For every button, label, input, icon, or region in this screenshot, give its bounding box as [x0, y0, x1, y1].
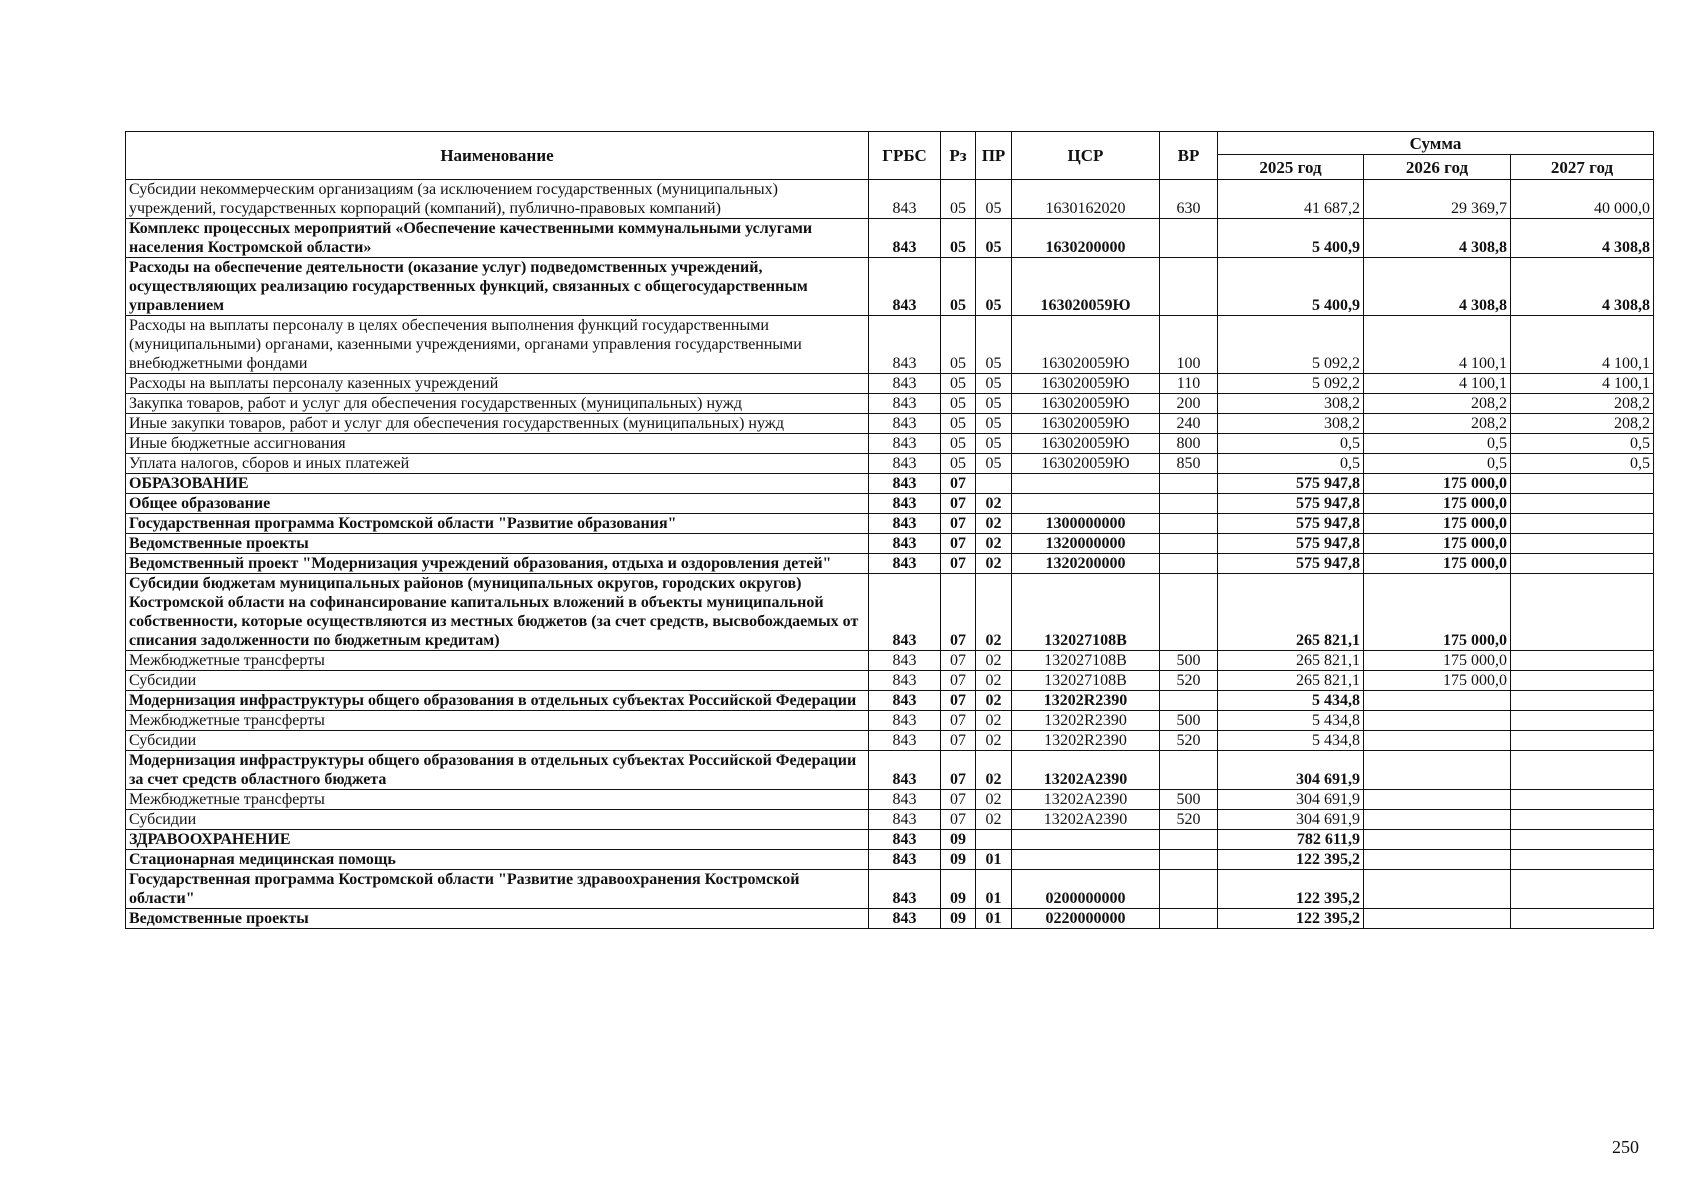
cell-2025: 308,2 [1218, 414, 1364, 434]
cell-2026: 175 000,0 [1364, 514, 1511, 534]
cell-vr: 850 [1160, 454, 1218, 474]
cell-rz: 05 [941, 394, 976, 414]
cell-name: Межбюджетные трансферты [126, 651, 869, 671]
cell-csr: 132027108В [1012, 651, 1160, 671]
table-row [126, 651, 1654, 671]
cell-name: Межбюджетные трансферты [126, 711, 869, 731]
cell-2027: 4 308,8 [1511, 258, 1654, 316]
cell-2025: 5 434,8 [1218, 711, 1364, 731]
cell-csr: 13202R2390 [1012, 711, 1160, 731]
table-row [126, 870, 1654, 909]
cell-grbs: 843 [869, 671, 941, 691]
cell-grbs: 843 [869, 434, 941, 454]
cell-rz: 07 [941, 514, 976, 534]
cell-csr: 163020059Ю [1012, 316, 1160, 374]
cell-grbs: 843 [869, 474, 941, 494]
cell-csr: 13202A2390 [1012, 790, 1160, 810]
cell-2025: 122 395,2 [1218, 870, 1364, 909]
cell-rz: 07 [941, 554, 976, 574]
cell-vr [1160, 574, 1218, 651]
cell-2027 [1511, 534, 1654, 554]
table-row [126, 414, 1654, 434]
cell-pr: 05 [976, 414, 1012, 434]
cell-grbs: 843 [869, 316, 941, 374]
cell-csr: 13202A2390 [1012, 751, 1160, 790]
table-row [126, 534, 1654, 554]
table-body [126, 180, 1654, 929]
cell-name: Модернизация инфраструктуры общего образования в отдельных субъектах Российской Федерации [126, 691, 869, 711]
cell-2027 [1511, 671, 1654, 691]
cell-csr [1012, 830, 1160, 850]
cell-2027 [1511, 514, 1654, 534]
table-row [126, 850, 1654, 870]
cell-vr [1160, 554, 1218, 574]
cell-2026 [1364, 850, 1511, 870]
cell-2027: 4 100,1 [1511, 316, 1654, 374]
cell-name: Расходы на обеспечение деятельности (оказание услуг) подведомственных учреждений, осуществляющих реализацию государственных функций, связанных с общегосударственным управлением [126, 258, 869, 316]
cell-vr: 520 [1160, 731, 1218, 751]
cell-2027 [1511, 870, 1654, 909]
cell-csr: 0200000000 [1012, 870, 1160, 909]
cell-rz: 07 [941, 651, 976, 671]
table-row [126, 830, 1654, 850]
cell-rz: 07 [941, 711, 976, 731]
cell-2026: 175 000,0 [1364, 671, 1511, 691]
cell-2027: 40 000,0 [1511, 180, 1654, 219]
cell-name: Стационарная медицинская помощь [126, 850, 869, 870]
cell-csr: 13202R2390 [1012, 731, 1160, 751]
table-row [126, 751, 1654, 790]
cell-grbs: 843 [869, 651, 941, 671]
cell-rz: 07 [941, 731, 976, 751]
cell-grbs: 843 [869, 554, 941, 574]
cell-csr: 163020059Ю [1012, 434, 1160, 454]
cell-rz: 09 [941, 830, 976, 850]
cell-csr: 13202R2390 [1012, 691, 1160, 711]
cell-2027: 4 100,1 [1511, 374, 1654, 394]
page-number: 250 [1612, 1137, 1639, 1157]
cell-pr: 01 [976, 850, 1012, 870]
col-header-2026: 2026 год [1364, 155, 1511, 180]
cell-csr: 163020059Ю [1012, 394, 1160, 414]
cell-rz: 05 [941, 454, 976, 474]
table-row [126, 474, 1654, 494]
cell-csr: 1630162020 [1012, 180, 1160, 219]
cell-pr: 02 [976, 494, 1012, 514]
cell-vr: 520 [1160, 810, 1218, 830]
cell-name: Расходы на выплаты персоналу казенных учреждений [126, 374, 869, 394]
cell-csr: 163020059Ю [1012, 374, 1160, 394]
cell-2025: 0,5 [1218, 434, 1364, 454]
cell-csr: 0220000000 [1012, 909, 1160, 929]
cell-2026: 175 000,0 [1364, 574, 1511, 651]
cell-2027 [1511, 751, 1654, 790]
cell-grbs: 843 [869, 909, 941, 929]
cell-pr: 02 [976, 751, 1012, 790]
cell-pr: 05 [976, 374, 1012, 394]
cell-name: Субсидии [126, 671, 869, 691]
col-header-csr: ЦСР [1012, 132, 1160, 180]
cell-2027: 0,5 [1511, 454, 1654, 474]
cell-vr: 110 [1160, 374, 1218, 394]
cell-2025: 575 947,8 [1218, 534, 1364, 554]
cell-name: Ведомственные проекты [126, 909, 869, 929]
cell-2027 [1511, 810, 1654, 830]
cell-2025: 5 400,9 [1218, 258, 1364, 316]
table-row [126, 691, 1654, 711]
cell-vr: 200 [1160, 394, 1218, 414]
cell-2025: 304 691,9 [1218, 790, 1364, 810]
cell-2026 [1364, 909, 1511, 929]
cell-2026 [1364, 810, 1511, 830]
cell-2026: 4 308,8 [1364, 219, 1511, 258]
cell-2026 [1364, 751, 1511, 790]
cell-pr: 02 [976, 711, 1012, 731]
cell-vr [1160, 850, 1218, 870]
cell-rz: 07 [941, 534, 976, 554]
cell-vr [1160, 691, 1218, 711]
cell-grbs: 843 [869, 258, 941, 316]
cell-vr: 630 [1160, 180, 1218, 219]
col-header-pr: ПР [976, 132, 1012, 180]
cell-vr [1160, 534, 1218, 554]
cell-2026: 0,5 [1364, 434, 1511, 454]
cell-csr: 163020059Ю [1012, 414, 1160, 434]
cell-csr: 132027108В [1012, 671, 1160, 691]
table-row [126, 909, 1654, 929]
cell-csr [1012, 850, 1160, 870]
col-header-grbs: ГРБС [869, 132, 941, 180]
table-row [126, 671, 1654, 691]
cell-2025: 782 611,9 [1218, 830, 1364, 850]
cell-csr: 1300000000 [1012, 514, 1160, 534]
cell-2025: 575 947,8 [1218, 554, 1364, 574]
cell-2027: 4 308,8 [1511, 219, 1654, 258]
cell-rz: 07 [941, 810, 976, 830]
cell-2025: 265 821,1 [1218, 574, 1364, 651]
cell-2025: 575 947,8 [1218, 514, 1364, 534]
cell-csr: 1320000000 [1012, 534, 1160, 554]
cell-pr: 01 [976, 909, 1012, 929]
cell-csr: 132027108В [1012, 574, 1160, 651]
cell-2027 [1511, 731, 1654, 751]
cell-name: Комплекс процессных мероприятий «Обеспечение качественными коммунальными услугами населения Костромской области» [126, 219, 869, 258]
cell-2026 [1364, 790, 1511, 810]
cell-name: Субсидии бюджетам муниципальных районов (муниципальных округов, городских округов) Костромской области на софинансирование капитальных вложений в объекты муниципальной собственности, которые осуществляются из местных бюджетов (за счет средств, высвобождаемых от списания задолженности по бюджетным кредитам) [126, 574, 869, 651]
table-row [126, 574, 1654, 651]
cell-rz: 09 [941, 870, 976, 909]
cell-2026 [1364, 691, 1511, 711]
budget-sheet [125, 131, 1653, 929]
table-row [126, 790, 1654, 810]
cell-grbs: 843 [869, 751, 941, 790]
cell-csr: 1630200000 [1012, 219, 1160, 258]
cell-2026 [1364, 731, 1511, 751]
cell-vr [1160, 830, 1218, 850]
cell-pr: 05 [976, 394, 1012, 414]
cell-rz: 05 [941, 180, 976, 219]
cell-name: Субсидии [126, 810, 869, 830]
cell-csr: 163020059Ю [1012, 258, 1160, 316]
cell-pr: 02 [976, 731, 1012, 751]
table-row [126, 711, 1654, 731]
cell-name: Субсидии некоммерческим организациям (за исключением государственных (муниципальных) учреждений, государственных корпораций (компаний), публично-правовых компаний) [126, 180, 869, 219]
cell-rz: 05 [941, 219, 976, 258]
cell-2026: 4 100,1 [1364, 316, 1511, 374]
cell-grbs: 843 [869, 574, 941, 651]
col-header-sum: Сумма [1218, 132, 1654, 155]
cell-grbs: 843 [869, 394, 941, 414]
cell-grbs: 843 [869, 414, 941, 434]
cell-pr: 02 [976, 810, 1012, 830]
col-header-rz: Рз [941, 132, 976, 180]
cell-grbs: 843 [869, 810, 941, 830]
cell-name: ЗДРАВООХРАНЕНИЕ [126, 830, 869, 850]
table-header [126, 132, 1654, 180]
cell-name: Субсидии [126, 731, 869, 751]
cell-2027 [1511, 474, 1654, 494]
cell-grbs: 843 [869, 374, 941, 394]
cell-rz: 07 [941, 691, 976, 711]
cell-2025: 5 400,9 [1218, 219, 1364, 258]
cell-csr [1012, 474, 1160, 494]
cell-pr: 05 [976, 258, 1012, 316]
cell-rz: 05 [941, 374, 976, 394]
cell-pr: 05 [976, 434, 1012, 454]
cell-2025: 304 691,9 [1218, 751, 1364, 790]
budget-table [125, 131, 1654, 929]
cell-2027 [1511, 651, 1654, 671]
cell-pr [976, 474, 1012, 494]
cell-name: Ведомственный проект "Модернизация учреждений образования, отдыха и оздоровления детей" [126, 554, 869, 574]
cell-2026: 175 000,0 [1364, 494, 1511, 514]
cell-2025: 122 395,2 [1218, 850, 1364, 870]
cell-vr [1160, 219, 1218, 258]
cell-pr: 05 [976, 219, 1012, 258]
cell-name: Модернизация инфраструктуры общего образования в отдельных субъектах Российской Федерации за счет средств областного бюджета [126, 751, 869, 790]
cell-pr: 01 [976, 870, 1012, 909]
col-header-name: Наименование [126, 132, 869, 180]
cell-pr: 05 [976, 454, 1012, 474]
cell-grbs: 843 [869, 494, 941, 514]
cell-2025: 5 434,8 [1218, 731, 1364, 751]
cell-2027: 208,2 [1511, 394, 1654, 414]
cell-name: Общее образование [126, 494, 869, 514]
cell-rz: 07 [941, 671, 976, 691]
table-row [126, 258, 1654, 316]
table-row [126, 316, 1654, 374]
cell-grbs: 843 [869, 691, 941, 711]
cell-2026: 175 000,0 [1364, 651, 1511, 671]
cell-2025: 5 434,8 [1218, 691, 1364, 711]
cell-pr: 02 [976, 651, 1012, 671]
col-header-2025: 2025 год [1218, 155, 1364, 180]
cell-pr: 02 [976, 691, 1012, 711]
cell-2026 [1364, 711, 1511, 731]
cell-2026: 175 000,0 [1364, 554, 1511, 574]
table-row [126, 434, 1654, 454]
cell-2027 [1511, 830, 1654, 850]
table-row [126, 394, 1654, 414]
cell-vr: 500 [1160, 651, 1218, 671]
cell-name: Иные бюджетные ассигнования [126, 434, 869, 454]
cell-name: Межбюджетные трансферты [126, 790, 869, 810]
cell-rz: 05 [941, 414, 976, 434]
cell-pr: 02 [976, 671, 1012, 691]
cell-rz: 09 [941, 850, 976, 870]
cell-pr: 02 [976, 554, 1012, 574]
table-row [126, 731, 1654, 751]
cell-vr: 520 [1160, 671, 1218, 691]
cell-rz: 05 [941, 434, 976, 454]
cell-grbs: 843 [869, 731, 941, 751]
table-row [126, 514, 1654, 534]
cell-vr [1160, 870, 1218, 909]
cell-vr [1160, 258, 1218, 316]
col-header-2027: 2027 год [1511, 155, 1654, 180]
table-row [126, 810, 1654, 830]
cell-2025: 265 821,1 [1218, 671, 1364, 691]
table-row [126, 494, 1654, 514]
cell-vr [1160, 494, 1218, 514]
cell-pr: 02 [976, 534, 1012, 554]
cell-2025: 5 092,2 [1218, 316, 1364, 374]
cell-rz: 05 [941, 258, 976, 316]
cell-vr [1160, 514, 1218, 534]
cell-vr [1160, 474, 1218, 494]
cell-name: Государственная программа Костромской области "Развитие образования" [126, 514, 869, 534]
cell-2027 [1511, 711, 1654, 731]
cell-rz: 07 [941, 474, 976, 494]
cell-2026: 4 308,8 [1364, 258, 1511, 316]
cell-grbs: 843 [869, 711, 941, 731]
cell-2027 [1511, 850, 1654, 870]
cell-2025: 265 821,1 [1218, 651, 1364, 671]
cell-2025: 575 947,8 [1218, 494, 1364, 514]
cell-pr [976, 830, 1012, 850]
cell-vr: 800 [1160, 434, 1218, 454]
cell-2026: 208,2 [1364, 414, 1511, 434]
cell-grbs: 843 [869, 790, 941, 810]
cell-rz: 07 [941, 574, 976, 651]
cell-name: Ведомственные проекты [126, 534, 869, 554]
cell-2025: 41 687,2 [1218, 180, 1364, 219]
cell-2026: 175 000,0 [1364, 474, 1511, 494]
col-header-vr: ВР [1160, 132, 1218, 180]
cell-pr: 05 [976, 180, 1012, 219]
cell-vr: 500 [1160, 711, 1218, 731]
table-row [126, 554, 1654, 574]
cell-vr: 100 [1160, 316, 1218, 374]
cell-2027 [1511, 790, 1654, 810]
cell-name: Иные закупки товаров, работ и услуг для обеспечения государственных (муниципальных) нужд [126, 414, 869, 434]
cell-pr: 02 [976, 514, 1012, 534]
cell-2026 [1364, 830, 1511, 850]
cell-csr [1012, 494, 1160, 514]
cell-vr [1160, 751, 1218, 790]
cell-2025: 122 395,2 [1218, 909, 1364, 929]
cell-2025: 308,2 [1218, 394, 1364, 414]
cell-2025: 0,5 [1218, 454, 1364, 474]
cell-rz: 07 [941, 494, 976, 514]
cell-2027: 208,2 [1511, 414, 1654, 434]
cell-grbs: 843 [869, 180, 941, 219]
cell-vr: 240 [1160, 414, 1218, 434]
cell-2027 [1511, 574, 1654, 651]
cell-2026: 4 100,1 [1364, 374, 1511, 394]
cell-pr: 05 [976, 316, 1012, 374]
table-row [126, 219, 1654, 258]
cell-2027 [1511, 909, 1654, 929]
cell-csr: 163020059Ю [1012, 454, 1160, 474]
cell-grbs: 843 [869, 870, 941, 909]
cell-rz: 07 [941, 790, 976, 810]
cell-name: Закупка товаров, работ и услуг для обеспечения государственных (муниципальных) нужд [126, 394, 869, 414]
cell-2025: 5 092,2 [1218, 374, 1364, 394]
cell-2027: 0,5 [1511, 434, 1654, 454]
table-row [126, 454, 1654, 474]
cell-2027 [1511, 691, 1654, 711]
cell-vr: 500 [1160, 790, 1218, 810]
cell-name: Государственная программа Костромской области "Развитие здравоохранения Костромской области" [126, 870, 869, 909]
cell-2025: 575 947,8 [1218, 474, 1364, 494]
cell-name: ОБРАЗОВАНИЕ [126, 474, 869, 494]
cell-rz: 09 [941, 909, 976, 929]
cell-grbs: 843 [869, 830, 941, 850]
cell-2026: 208,2 [1364, 394, 1511, 414]
cell-csr: 1320200000 [1012, 554, 1160, 574]
cell-2026: 175 000,0 [1364, 534, 1511, 554]
cell-grbs: 843 [869, 534, 941, 554]
cell-grbs: 843 [869, 850, 941, 870]
cell-rz: 05 [941, 316, 976, 374]
cell-pr: 02 [976, 790, 1012, 810]
cell-2027 [1511, 494, 1654, 514]
cell-2027 [1511, 554, 1654, 574]
cell-csr: 13202A2390 [1012, 810, 1160, 830]
table-row [126, 180, 1654, 219]
cell-2026: 29 369,7 [1364, 180, 1511, 219]
cell-name: Уплата налогов, сборов и иных платежей [126, 454, 869, 474]
cell-grbs: 843 [869, 514, 941, 534]
cell-vr [1160, 909, 1218, 929]
cell-2026: 0,5 [1364, 454, 1511, 474]
cell-grbs: 843 [869, 219, 941, 258]
cell-name: Расходы на выплаты персоналу в целях обеспечения выполнения функций государственными (муниципальными) органами, казенными учреждениями, органами управления государственными внебюджетными фондами [126, 316, 869, 374]
cell-rz: 07 [941, 751, 976, 790]
cell-pr: 02 [976, 574, 1012, 651]
cell-2025: 304 691,9 [1218, 810, 1364, 830]
cell-2026 [1364, 870, 1511, 909]
table-row [126, 374, 1654, 394]
cell-grbs: 843 [869, 454, 941, 474]
